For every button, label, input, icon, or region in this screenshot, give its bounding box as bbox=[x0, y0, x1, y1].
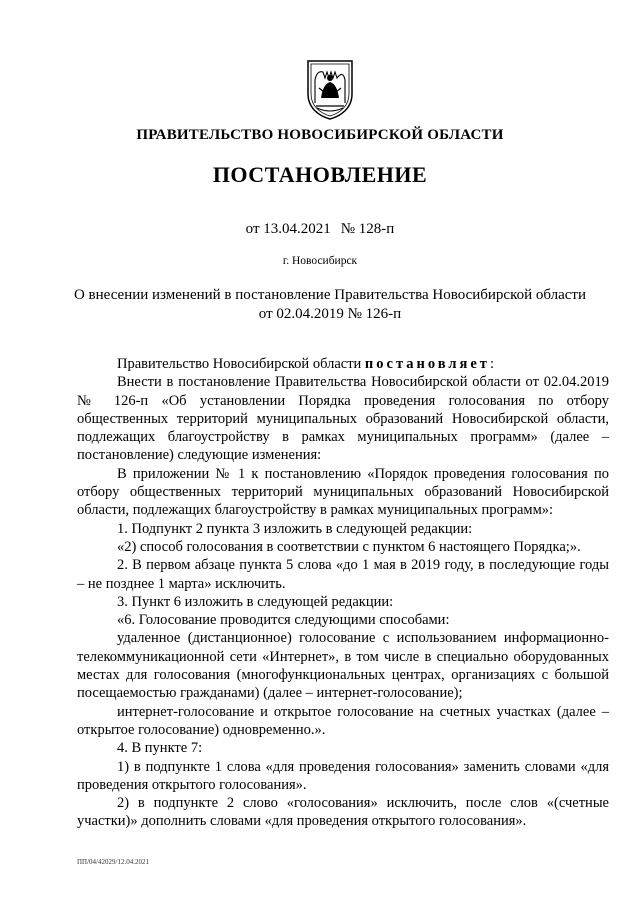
paragraph: 4. В пункте 7: bbox=[117, 740, 203, 757]
footer-code: ПП/04/42029/12.04.2021 bbox=[77, 858, 149, 866]
paragraph: 3. Пункт 6 изложить в следующей редакции: bbox=[117, 593, 394, 610]
document-title: ПОСТАНОВЛЕНИЕ bbox=[212, 162, 428, 187]
subject-line-1: О внесении изменений в постановление Правительства Новосибирской области bbox=[73, 287, 587, 303]
subject-line-2: от 02.04.2019 № 126-п bbox=[258, 306, 402, 322]
paragraph: В приложении № 1 к постановлению «Порядок проведения голосования по отбору общественных территорий муниципальных образований Новосибирской области, подлежащих благоустройству в рамках муниципальных программ»: bbox=[77, 465, 609, 519]
paragraph: интернет-голосование и открытое голосование на счетных участках (далее – открытое голосование) одновременно.». bbox=[77, 703, 609, 738]
paragraph: 1. Подпункт 2 пункта 3 изложить в следующей редакции: bbox=[117, 520, 473, 537]
document-number: № 128-п bbox=[340, 221, 395, 237]
paragraph: удаленное (дистанционное) голосование с использованием информационно-телекоммуникационной сети «Интернет», в том числе в специально оборудованных местах для голосования (многофункциональных центрах, организациях с большой посещаемостью гражданами) (далее – интернет-голосование); bbox=[77, 630, 609, 702]
document-date: от 13.04.2021 bbox=[245, 221, 331, 237]
paragraph-text: Правительство Новосибирской области bbox=[117, 356, 365, 372]
organization-name: ПРАВИТЕЛЬСТВО НОВОСИБИРСКОЙ ОБЛАСТИ bbox=[136, 127, 504, 143]
document-subject bbox=[60, 286, 600, 324]
paragraph-text: : bbox=[489, 356, 494, 372]
paragraph: 2) в подпункте 2 слово «голосования» исключить, после слов «(счетные участки)» дополнить словами «для проведения открытого голосования». bbox=[77, 795, 609, 830]
paragraph: «6. Голосование проводится следующими способами: bbox=[117, 612, 450, 629]
city-name: г. Новосибирск bbox=[282, 255, 358, 267]
paragraph: 1) в подпункте 1 слова «для проведения голосования» заменить словами «для проведения открытого голосования». bbox=[77, 758, 609, 793]
resolve-word: постановляет bbox=[364, 356, 490, 372]
paragraph: Внести в постановление Правительства Новосибирской области от 02.04.2019 № 126-п «Об установлении Порядка проведения голосования по отбору общественных территорий муниципальных образований Новосибирской области, подлежащих благоустройству в рамках муниципальных программ» (далее – постановление) следующие изменения: bbox=[77, 374, 609, 464]
date-number-line bbox=[0, 221, 640, 238]
paragraph bbox=[77, 355, 609, 373]
paragraph: «2) способ голосования в соответствии с пунктом 6 настоящего Порядка;». bbox=[117, 538, 581, 555]
coat-of-arms-icon bbox=[305, 58, 355, 120]
document-body bbox=[77, 355, 609, 831]
paragraph: 2. В первом абзаце пункта 5 слова «до 1 мая в 2019 году, в последующие годы – не позднее 1 марта» исключить. bbox=[77, 557, 609, 592]
